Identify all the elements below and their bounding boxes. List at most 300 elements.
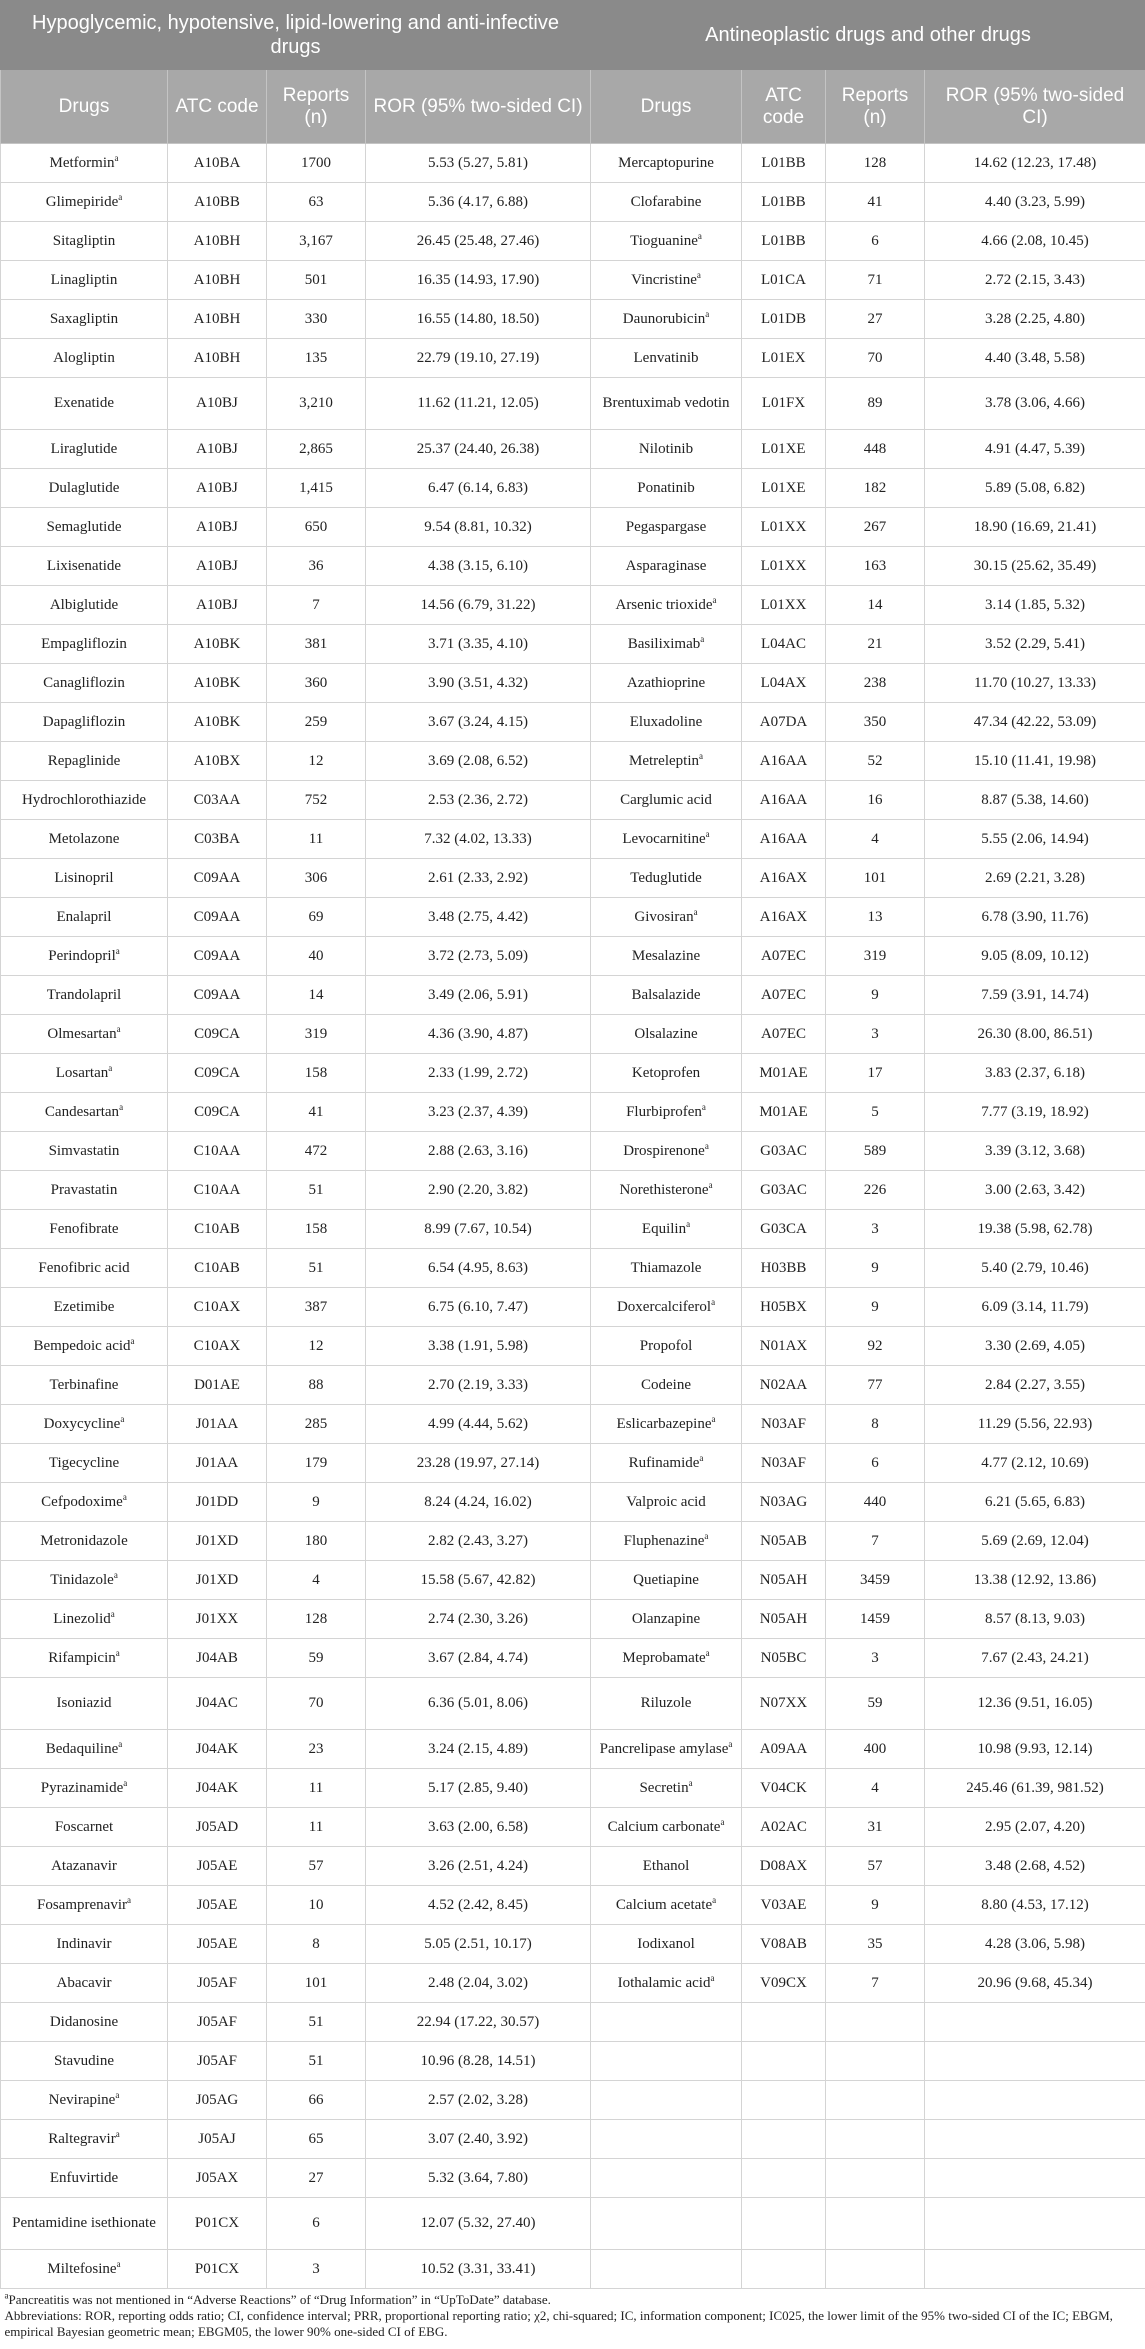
cell-reports [826,2159,925,2198]
cell-drug-name [1,586,168,625]
cell-ror-text: 5.32 (3.64, 7.80) [428,2169,528,2186]
cell-ror [366,976,591,1015]
cell-drug-name [591,2003,742,2042]
cell-reports [826,183,925,222]
cell-drug-name-text: Clofarabine [630,193,702,210]
col-header-reports: Reports (n) [826,70,925,144]
cell-reports [267,222,366,261]
cell-atc-code [168,469,267,508]
cell-ror-text: 6.21 (5.65, 6.83) [985,1493,1086,1510]
cell-ror-text: 5.69 (2.69, 12.04) [981,1532,1089,1549]
cell-drug-name-text: Nevirapine [48,2091,116,2108]
footnote-marker: a [720,1816,725,1827]
cell-drug-name [591,1366,742,1405]
cell-atc-code [742,1964,826,2003]
cell-atc-code-text: C03AA [193,791,241,808]
cell-atc-code-text: A10BA [193,154,241,171]
cell-ror-text: 4.28 (3.06, 5.98) [985,1935,1086,1952]
cell-ror-text: 3.48 (2.68, 4.52) [985,1857,1086,1874]
cell-reports [267,339,366,378]
cell-atc-code-text: A09AA [759,1740,808,1757]
cell-atc-code [168,1847,267,1886]
cell-drug-name [1,1808,168,1847]
cell-reports [826,1015,925,1054]
cell-drug-name [1,2159,168,2198]
cell-drug-name [591,1327,742,1366]
cell-reports-text: 4 [312,1571,320,1588]
footnote-marker: a [116,1023,121,1034]
cell-atc-code-text: A10BH [193,349,241,366]
cell-reports-text: 226 [863,1181,887,1198]
cell-atc-code [168,1288,267,1327]
cell-ror [925,937,1145,976]
cell-reports-text: 8 [312,1935,320,1952]
table-row [1,1639,1145,1678]
cell-reports [267,742,366,781]
cell-ror-text: 12.36 (9.51, 16.05) [977,1695,1093,1711]
cell-atc-code [742,1249,826,1288]
cell-reports [826,1444,925,1483]
cell-reports [826,1561,925,1600]
cell-reports-text: 35 [867,1935,883,1952]
cell-atc-code [168,586,267,625]
cell-ror-text: 3.48 (2.75, 4.42) [428,908,528,925]
cell-ror [925,1054,1145,1093]
cell-atc-code-text: V09CX [760,1974,807,1991]
cell-atc-code-text: L01XX [760,518,807,535]
cell-ror [366,1522,591,1561]
cell-reports [826,1639,925,1678]
table-row [1,586,1145,625]
cell-atc-code-text: J05AX [195,2169,239,2186]
cell-ror-text: 5.53 (5.27, 5.81) [428,154,528,171]
cell-drug-name [591,625,742,664]
cell-reports-text: 40 [308,947,324,964]
cell-drug-name [591,1561,742,1600]
cell-atc-code [742,586,826,625]
cell-reports [267,937,366,976]
table-row [1,339,1145,378]
cell-reports [267,1249,366,1288]
cell-drug-name [1,469,168,508]
cell-drug-name-text: Fenofibric acid [38,1259,130,1276]
cell-drug-name-text: Exenatide [54,395,114,411]
cell-drug-name-text: Metolazone [48,830,120,847]
cell-atc-code [168,1678,267,1730]
cell-drug-name-text: Bempedoic acid [33,1337,131,1354]
cell-reports [826,1769,925,1808]
cell-ror [366,2003,591,2042]
cell-reports-text: 267 [863,518,887,535]
cell-drug-name [591,1600,742,1639]
cell-drug-name [591,1249,742,1288]
cell-reports-text: 330 [304,310,328,327]
footnote-marker: a [705,828,710,839]
cell-reports-text: 440 [863,1493,887,1510]
cell-ror [366,1444,591,1483]
cell-ror [366,261,591,300]
cell-ror-text: 2.61 (2.33, 2.92) [428,869,528,886]
cell-drug-name [591,664,742,703]
cell-ror-text: 5.05 (2.51, 10.17) [424,1935,532,1952]
cell-atc-code [742,144,826,183]
cell-reports-text: 10 [308,1896,324,1913]
cell-ror [925,1769,1145,1808]
cell-drug-name-text: Doxercalciferol [616,1298,712,1315]
cell-reports-text: 9 [871,986,879,1003]
cell-atc-code [742,261,826,300]
cell-atc-code [742,1561,826,1600]
table-row [1,1444,1145,1483]
cell-atc-code [742,1522,826,1561]
cell-atc-code [168,2159,267,2198]
cell-ror-text: 3.38 (1.91, 5.98) [428,1337,528,1354]
cell-atc-code [168,1808,267,1847]
cell-atc-code [168,1561,267,1600]
cell-drug-name-text: Linagliptin [50,271,118,288]
cell-ror [366,1678,591,1730]
cell-ror [925,820,1145,859]
cell-atc-code [168,547,267,586]
cell-reports-text: 11 [308,1779,324,1796]
cell-atc-code-text: A10BX [193,752,241,769]
footnote-marker: a [126,1894,131,1905]
cell-ror-text: 4.91 (4.47, 5.39) [985,440,1086,457]
table-row [1,261,1145,300]
cell-ror [366,1730,591,1769]
cell-atc-code [168,2250,267,2289]
cell-atc-code [742,1015,826,1054]
cell-atc-code [742,820,826,859]
cell-atc-code-text: C10AX [193,1337,241,1354]
cell-atc-code-text: A07EC [761,1025,807,1042]
cell-ror [366,430,591,469]
cell-atc-code-text: J01AA [195,1415,239,1432]
cell-atc-code-text: N02AA [759,1376,808,1393]
cell-drug-name-text: Drospirenone [623,1142,705,1159]
cell-atc-code-text: C10AA [193,1142,241,1159]
cell-drug-name-text: Glimepiride [45,193,119,210]
cell-atc-code-text: C09CA [194,1103,240,1120]
cell-drug-name [1,2120,168,2159]
cell-drug-name [1,820,168,859]
footnote-marker: a [119,1101,124,1112]
cell-ror-text: 15.58 (5.67, 42.82) [420,1571,536,1588]
footnote-marker: a [115,2128,120,2139]
cell-atc-code-text: A07EC [761,986,807,1003]
table-row [1,1054,1145,1093]
cell-drug-name-text: Enfuvirtide [49,2169,119,2186]
cell-ror-text: 4.66 (2.08, 10.45) [981,232,1089,249]
cell-reports [826,1366,925,1405]
cell-reports-text: 6 [312,2215,320,2231]
cell-reports-text: 89 [867,395,883,411]
cell-ror [366,898,591,937]
cell-ror [366,1405,591,1444]
table-row [1,222,1145,261]
cell-ror-text: 23.28 (19.97, 27.14) [416,1454,540,1471]
cell-atc-code-text: J05AJ [198,2130,236,2147]
cell-atc-code-text: J01XD [195,1571,239,1588]
cell-reports [826,898,925,937]
footnote-marker: a [693,906,698,917]
cell-drug-name [1,1366,168,1405]
table-row [1,508,1145,547]
cell-atc-code-text: N07XX [759,1695,808,1711]
table-row [1,625,1145,664]
footnote-pancreatitis [5,2292,1142,2308]
cell-reports-text: 400 [863,1740,887,1757]
cell-drug-name [1,859,168,898]
cell-ror-text: 30.15 (25.62, 35.49) [973,557,1097,574]
cell-reports [267,898,366,937]
cell-atc-code [742,1210,826,1249]
cell-drug-name [591,300,742,339]
cell-ror [366,378,591,430]
cell-ror-text: 2.33 (1.99, 2.72) [428,1064,528,1081]
cell-ror-text: 6.54 (4.95, 8.63) [428,1259,528,1276]
cell-ror-text: 9.54 (8.81, 10.32) [424,518,532,535]
cell-atc-code [168,703,267,742]
cell-reports [826,1808,925,1847]
cell-drug-name-text: Metronidazole [40,1532,128,1549]
cell-atc-code [742,625,826,664]
cell-reports [826,430,925,469]
cell-ror [366,183,591,222]
cell-reports-text: 27 [867,310,883,327]
cell-atc-code-text: J04AK [195,1740,239,1757]
cell-ror [366,469,591,508]
cell-reports-text: 238 [863,674,887,691]
cell-reports-text: 501 [304,271,328,288]
cell-atc-code-text: J04AK [195,1779,239,1796]
footnote-marker: a [708,1179,713,1190]
cell-drug-name-text: Ezetimibe [53,1298,115,1315]
cell-reports [267,1444,366,1483]
cell-atc-code-text: J01DD [195,1493,239,1510]
cell-reports-text: 180 [304,1532,328,1549]
cell-atc-code-text: C10AB [194,1220,240,1237]
cell-atc-code [742,937,826,976]
cell-drug-name [1,1600,168,1639]
cell-atc-code-text: C03BA [194,830,240,847]
cell-drug-name [1,1444,168,1483]
cell-drug-name [1,1483,168,1522]
cell-ror [925,430,1145,469]
cell-atc-code-text: A10BH [193,232,241,249]
footnote-marker: a [110,1608,115,1619]
cell-ror-text: 5.40 (2.79, 10.46) [981,1259,1089,1276]
cell-drug-name [591,1964,742,2003]
cell-drug-name [1,2042,168,2081]
cell-reports-text: 92 [867,1337,883,1354]
cell-atc-code [742,430,826,469]
cell-drug-name [591,1444,742,1483]
cell-atc-code [742,1093,826,1132]
cell-ror [925,664,1145,703]
cell-drug-name [1,2250,168,2289]
cell-atc-code [742,2120,826,2159]
cell-drug-name-text: Equilin [641,1220,687,1237]
cell-reports [267,2042,366,2081]
cell-atc-code [168,183,267,222]
cell-drug-name [1,1327,168,1366]
cell-drug-name [591,1886,742,1925]
cell-drug-name [591,703,742,742]
cell-ror [925,2159,1145,2198]
cell-atc-code-text: L01XX [760,596,807,613]
cell-drug-name-text: Olsalazine [634,1025,698,1042]
cell-drug-name [1,1769,168,1808]
cell-ror [925,1444,1145,1483]
table-row [1,2250,1145,2289]
cell-drug-name [591,820,742,859]
footnote-marker: a [697,230,702,241]
footnote-marker: a [123,1777,128,1788]
cell-drug-name-text: Codeine [641,1376,692,1393]
footnote-marker: a [118,191,123,202]
cell-atc-code [168,937,267,976]
col-header-ror: ROR (95% two-sided CI) [925,70,1145,144]
cell-ror [925,976,1145,1015]
cell-ror-text: 3.72 (2.73, 5.09) [428,947,528,964]
cell-ror [366,1483,591,1522]
cell-atc-code [168,2081,267,2120]
cell-atc-code [742,1769,826,1808]
cell-drug-name [1,1886,168,1925]
cell-reports [267,859,366,898]
cell-reports-text: 71 [867,271,883,288]
cell-ror-text: 2.72 (2.15, 3.43) [985,271,1086,288]
cell-drug-name [1,1730,168,1769]
cell-drug-name [1,1522,168,1561]
cell-drug-name-text: Ketoprofen [631,1064,701,1081]
cell-reports-text: 158 [304,1220,328,1237]
cell-atc-code [168,742,267,781]
cell-drug-name [591,144,742,183]
footnote-marker: a [705,308,710,319]
cell-atc-code [742,222,826,261]
cell-drug-name-text: Basiliximab [627,635,701,652]
footnote-marker: a [699,750,703,761]
cell-ror-text: 3.24 (2.15, 4.89) [428,1740,528,1757]
cell-drug-name-text: Tigecycline [48,1454,120,1471]
cell-reports [267,508,366,547]
table-row [1,144,1145,183]
cell-reports-text: 4 [871,830,879,847]
cell-drug-name [1,1093,168,1132]
cell-atc-code [742,183,826,222]
cell-drug-name [1,2198,168,2250]
cell-reports [826,820,925,859]
cell-reports-text: 7 [312,596,320,613]
cell-reports-text: 179 [304,1454,328,1471]
cell-ror-text: 12.07 (5.32, 27.40) [420,2215,536,2231]
cell-atc-code [168,1600,267,1639]
cell-drug-name [1,664,168,703]
cell-atc-code-text: H03BB [760,1259,807,1276]
cell-ror [366,1964,591,2003]
cell-reports [826,1093,925,1132]
cell-atc-code [742,2042,826,2081]
cell-atc-code-text: G03AC [760,1142,807,1159]
col-header-reports: Reports (n) [267,70,366,144]
cell-reports-text: 259 [304,713,328,730]
cell-reports [267,703,366,742]
cell-reports [267,1561,366,1600]
cell-reports-text: 9 [871,1298,879,1315]
cell-ror-text: 4.52 (2.42, 8.45) [428,1896,528,1913]
cell-reports [826,859,925,898]
cell-atc-code-text: V03AE [760,1896,807,1913]
cell-drug-name [1,1847,168,1886]
cell-reports-text: 12 [308,1337,324,1354]
cell-reports [826,1925,925,1964]
cell-atc-code-text: A10BJ [196,518,238,535]
cell-reports [267,2250,366,2289]
cell-drug-name-text: Daunorubicin [622,310,706,327]
cell-ror [925,144,1145,183]
cell-drug-name-text: Flurbiprofen [626,1103,702,1120]
cell-ror [925,1171,1145,1210]
cell-ror [366,339,591,378]
cell-drug-name-text: Fosamprenavir [37,1896,127,1913]
cell-reports-text: 3 [871,1649,879,1666]
cell-reports-text: 65 [308,2130,324,2147]
cell-drug-name [591,222,742,261]
cell-atc-code [168,261,267,300]
footnote-marker: a [113,1569,118,1580]
cell-atc-code-text: L01EX [761,349,806,366]
cell-ror-text: 16.55 (14.80, 18.50) [416,310,540,327]
cell-atc-code-text: L01XX [760,557,807,574]
cell-ror [925,1639,1145,1678]
cell-drug-name-text: Calcium acetate [615,1896,713,1913]
table-row [1,1249,1145,1288]
cell-atc-code [742,1847,826,1886]
cell-drug-name-text: Enalapril [56,908,112,925]
cell-ror-text: 3.49 (2.06, 5.91) [428,986,528,1003]
cell-ror [366,820,591,859]
table-row [1,2198,1145,2250]
cell-ror [925,2042,1145,2081]
cell-reports-text: 69 [308,908,324,925]
cell-atc-code-text: A16AX [759,869,808,886]
cell-drug-name-text: Dulaglutide [48,479,120,496]
cell-ror [366,1093,591,1132]
cell-ror-text: 25.37 (24.40, 26.38) [416,440,540,457]
cell-reports-text: 4 [871,1779,879,1796]
cell-ror [366,144,591,183]
cell-drug-name [591,378,742,430]
footnote-text: Pancreatitis was not mentioned in “Adverse Reactions” of “Drug Information” in “UpToDate” database. [8,2292,551,2307]
cell-atc-code-text: C09AA [193,869,241,886]
cell-reports-text: 41 [867,193,883,210]
cell-reports-text: 3 [312,2260,320,2277]
cell-atc-code [168,1730,267,1769]
cell-ror [366,2042,591,2081]
cell-ror-text: 3.67 (2.84, 4.74) [428,1649,528,1666]
table-row [1,1730,1145,1769]
cell-ror [366,625,591,664]
cell-ror-text: 3.52 (2.29, 5.41) [985,635,1086,652]
cell-reports [267,2198,366,2250]
cell-atc-code-text: P01CX [194,2215,240,2231]
cell-reports [267,781,366,820]
table-row [1,1847,1145,1886]
cell-atc-code [168,2198,267,2250]
cell-reports [267,820,366,859]
